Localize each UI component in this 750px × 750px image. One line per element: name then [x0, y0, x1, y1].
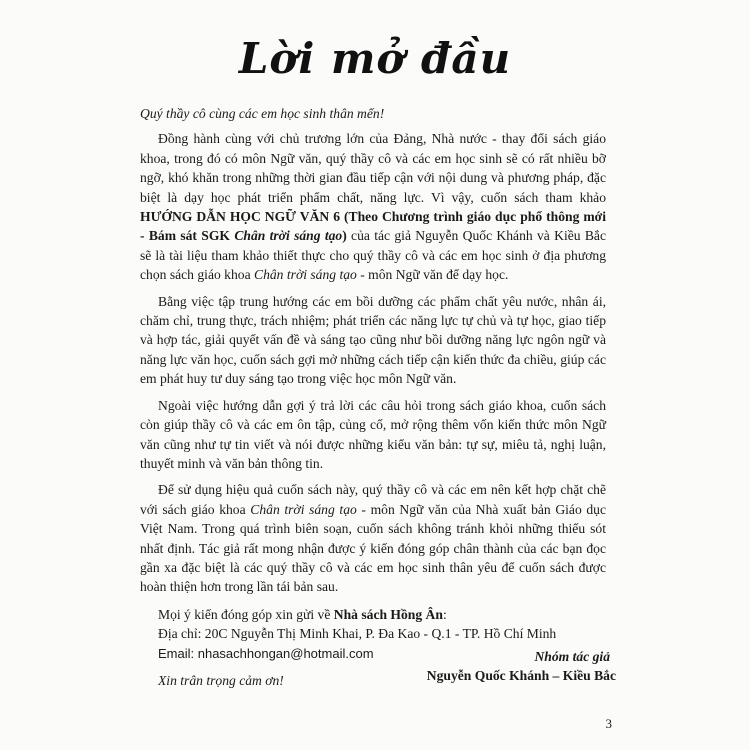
page-title: Lời mở đầu [238, 34, 512, 83]
paragraph-1 [140, 129, 606, 284]
p1-text-a: Đồng hành cùng với chủ trương lớn của Đảng, Nhà nước - thay đổi sách giáo khoa, trong đó có môn Ngữ văn, quý thầy cô và các em học sinh sẽ có rất nhiều bỡ ngỡ, khó khăn trong những thời gian đầu tiếp cận với nội dung và phương pháp, đặc biệt là dạy học phát triển phẩm chất, năng lực. Vì vậy, cuốn sách tham khảo [140, 131, 606, 205]
p1-text-e: - môn Ngữ văn để dạy học. [356, 267, 509, 283]
contact-intro-line [140, 605, 606, 624]
signature-group: Nhóm tác giả [534, 649, 610, 664]
p1-italic: Chân trời sáng tạo [254, 267, 357, 283]
paragraph-2: Bằng việc tập trung hướng các em bồi dưỡng các phẩm chất yêu nước, nhân ái, chăm chỉ, trung thực, trách nhiệm; phát triển các năng lực tự chủ và tự học, giao tiếp và hợp tác, giải quyết vấn đề và sáng tạo cũng như bồi dưỡng năng lực ngôn ngữ và năng lực văn học, cuốn sách gợi mở những cách tiếp cận kiến thức đa chiều, giúp các em phát huy tư duy sáng tạo trong việc học môn Ngữ văn. [140, 293, 606, 387]
p1-bold-2: ) [342, 228, 347, 244]
contact-intro: Mọi ý kiến đóng góp xin gửi về [158, 606, 334, 622]
p1-bold-italic: Chân trời sáng tạo [234, 228, 343, 244]
closing-thanks: Xin trân trọng cảm ơn! [158, 672, 284, 688]
paragraph-4 [140, 480, 606, 596]
greeting: Quý thầy cô cùng các em học sinh thân mến! [140, 106, 385, 121]
publisher-name: Nhà sách Hồng Ân [333, 606, 443, 622]
p1-bold-1: HƯỚNG DẪN HỌC NGỮ VĂN 6 (Theo Chương trình giáo dục phổ thông mới - Bám sát SGK [140, 209, 606, 244]
p1-text-c: của tác giả Nguyễn Quốc Khánh và Kiều Bắc sẽ là tài liệu tham khảo thiết thực cho quý thầy cô và các em học sinh ở địa phương chọn sách giáo khoa [140, 228, 607, 283]
contact-email: Email: nhasachhongan@hotmail.com [158, 645, 374, 661]
p4-italic: Chân trời sáng tạo [250, 501, 357, 517]
contact-address: Địa chỉ: 20C Nguyễn Thị Minh Khai, P. Đa Kao - Q.1 - TP. Hồ Chí Minh [158, 626, 557, 642]
paragraph-3: Ngoài việc hướng dẫn gợi ý trả lời các câu hỏi trong sách giáo khoa, cuốn sách còn giúp thầy cô và các em ôn tập, củng cố, mở rộng thêm vốn kiến thức môn Ngữ văn cũng như tự tin viết và nói được những kiểu văn bản: tự sự, miêu tả, nghị luận, thuyết minh và văn bản thông tin. [140, 397, 606, 471]
page-number: 3 [605, 716, 612, 731]
contact-colon: : [442, 606, 447, 622]
body-text [140, 104, 606, 697]
p4-text-a: Để sử dụng hiệu quả cuốn sách này, quý thầy cô và các em nên kết hợp chặt chẽ với sách giáo khoa [140, 482, 606, 517]
p4-text-c: - môn Ngữ văn của Nhà xuất bản Giáo dục Việt Nam. Trong quá trình biên soạn, cuốn sách không tránh khỏi những thiếu sót nhất định. Tác giả rất mong nhận được ý kiến đóng góp chân thành của các bạn đọc gần xa đặc biệt là các quý thầy cô và các em học sinh thân yêu để cuốn sách được hoàn thiện hơn trong lần tái bản sau. [140, 501, 607, 595]
signature-names: Nguyễn Quốc Khánh – Kiều Bắc [426, 668, 616, 683]
